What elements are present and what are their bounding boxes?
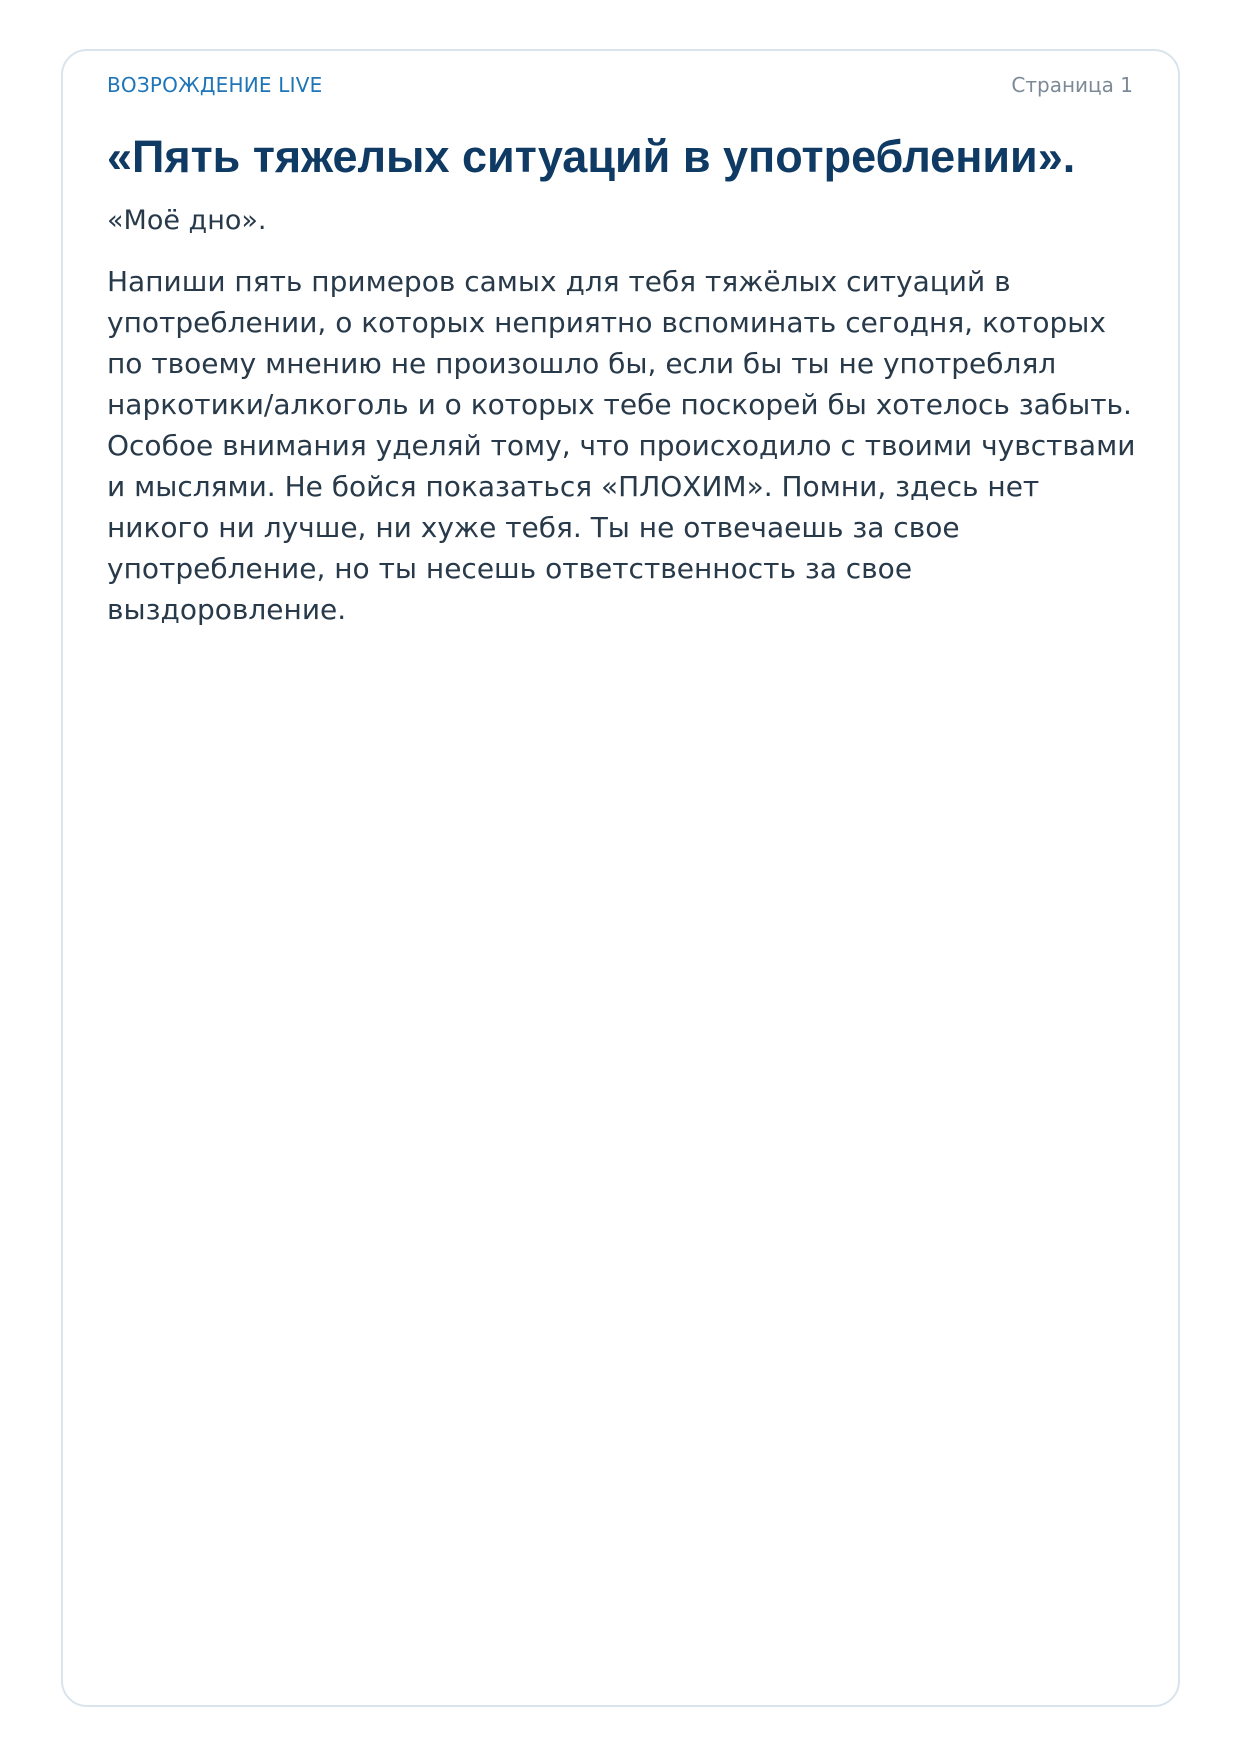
document-body: Напиши пять примеров самых для тебя тяжёлых ситуаций в употреблении, о которых неприятно вспоминать сегодня, которых по твоему мнению не произошло бы, если бы ты не употреблял наркотики/алкоголь и о которых тебе поскорей бы хотелось забыть. Особое внимания уделяй тому, что происходило с твоими чувствами и мыслями. Не бойся показаться «ПЛОХИМ». Помни, здесь нет никого ни лучше, ни хуже тебя. Ты не отвечаешь за свое употребление, но ты несешь ответственность за свое выздоровление. — [107, 265, 1136, 626]
document-title: «Пять тяжелых ситуаций в употреблении». — [107, 131, 1076, 182]
document-subtitle: «Моё дно». — [107, 205, 267, 236]
page-number: Страница 1 — [1011, 73, 1133, 97]
brand-name: ВОЗРОЖДЕНИЕ LIVE — [107, 73, 323, 97]
